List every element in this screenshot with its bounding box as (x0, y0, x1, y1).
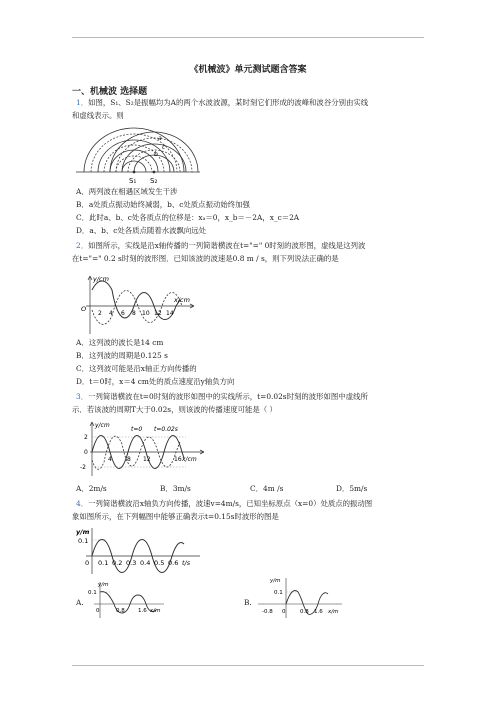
q2-stem-line2: 在t="=" 0.2 s时刻的波形图．已知该波的波速是0.8 m / s，则下列说法正确的是 (72, 254, 339, 263)
q2-figure (76, 270, 206, 338)
q1-stem-text: 如图，S₁、S₂是振幅均为A的两个水波波源，某时刻它们形成的波峰和波谷分别由实线 (88, 98, 369, 107)
q4a-xtick-16: 1.6 (138, 608, 147, 614)
q4b-ytick: 0.1 (274, 590, 283, 596)
q3-option-c: C．4m /s (250, 484, 284, 493)
q4-vibration-figure (76, 526, 204, 576)
q3-y-label: y/cm (95, 422, 110, 429)
footer-rule (72, 665, 424, 666)
q2-tick-2: 2 (98, 310, 102, 317)
q2-x-label: x/cm (174, 296, 190, 304)
q4-stem-line1 (76, 498, 372, 509)
q4b-xtick-neg08: -0.8 (262, 609, 273, 615)
q3-ytick-0: 0 (84, 449, 88, 456)
q4b-xtick-16: 1.6 (314, 609, 323, 615)
q4a-y-label: y/m (98, 582, 109, 588)
q2-tick-10: 10 (142, 310, 150, 317)
q2-option-b: B．这列波的周期是0.125 s (76, 351, 168, 360)
q3-number: 3． (76, 392, 89, 401)
q1-option-b: B．a处质点振动始终减弱，b、c处质点振动始终加强 (76, 200, 250, 209)
q2-stem-text: 如图所示，实线是沿x轴传播的一列简谐横波在t="=" 0时刻的波形图，虚线是这列波 (88, 241, 366, 250)
q2-tick-6: 6 (121, 310, 125, 317)
q4-x-label: t/s (182, 559, 191, 567)
q4-stem-text: 一列简谐横波沿x轴负方向传播，波速v=4m/s，已知坐标原点（x=0）处质点的振动图 (88, 499, 373, 508)
q1-figure (76, 126, 204, 188)
q3-option-a: A．2m/s (76, 484, 107, 493)
q2-y-label: y/cm (93, 275, 109, 283)
q4a-x-label: x/m (150, 608, 161, 614)
q3-xtick-16: 16 (174, 456, 182, 463)
q3-legend-t002: t=0.02s (154, 426, 178, 433)
q3-xtick-12: 12 (143, 456, 151, 463)
q1-label-s2: S₂ (150, 177, 158, 185)
q4-xtick-04: 0.4 (140, 559, 151, 567)
q2-tick-12: 12 (154, 310, 162, 317)
q2-tick-4: 4 (109, 310, 113, 317)
q4b-xtick-0: 0 (282, 609, 286, 615)
q4a-xtick-0: 0 (96, 608, 100, 614)
q2-tick-14: 14 (166, 310, 174, 317)
q3-stem-text: 一列简谐横波在t=0时刻的波形如图中的实线所示，t=0.02s时刻的波形如图中虚线所 (88, 392, 368, 401)
q2-option-a: A．这列波的波长是14 cm (76, 338, 164, 347)
q4-xtick-05: 0.5 (154, 559, 165, 567)
q3-ytick-2: 2 (84, 434, 88, 441)
q3-legend-t0: t=0 (131, 426, 143, 433)
q1-label-a: a (158, 135, 162, 142)
q4-xtick-02: 0.2 (112, 559, 123, 567)
q4-option-a-label: A. (76, 598, 84, 607)
q2-option-d: D．t＝0时，x＝4 cm处的质点速度沿y轴负方向 (76, 377, 235, 386)
q3-ytick-neg2: -2 (80, 464, 86, 471)
q4-number: 4． (76, 499, 89, 508)
q2-origin: O (81, 305, 87, 313)
q1-option-c: C．此时a、b、c处各质点的位移是：xₐ＝0，x_b＝－2A，x_c＝2A (76, 213, 300, 222)
q4b-y-label: y/m (270, 578, 281, 584)
q1-stem-line2: 和虚线表示。则 (72, 111, 124, 120)
q1-label-b: b (154, 151, 158, 158)
q4b-x-label: x/m (328, 609, 339, 615)
q4-stem-line2: 象如图所示，在下列幅图中能够正确表示t=0.15s时波形的图是 (72, 512, 279, 521)
q1-option-d: D．a、b、c处各质点随着水波飘向远处 (76, 226, 207, 235)
q4-ytick-0: 0 (85, 559, 90, 567)
q4a-ytick: 0.1 (88, 590, 97, 596)
header-rule (72, 37, 424, 38)
q3-stem-line2: 示．若该波的周期T大于0.02s，则该波的传播速度可能是（ ） (72, 405, 277, 414)
page-title: 《机械波》单元测试题含答案 (189, 65, 307, 75)
q4-xtick-06: 0.6 (168, 559, 179, 567)
q1-stem-line1 (76, 97, 368, 108)
q3-stem-line1 (76, 391, 368, 402)
q4b-xtick-08: 0.8 (300, 609, 309, 615)
q2-option-c: C．这列波可能是沿x轴正方向传播的 (76, 364, 197, 373)
q1-number: 1． (76, 98, 89, 107)
q2-tick-8: 8 (132, 310, 136, 317)
q2-stem-line1 (76, 240, 365, 251)
section-heading: 一、机械波 选择题 (72, 87, 148, 97)
q3-option-d: D．5m/s (336, 484, 368, 493)
q1-label-c: c (162, 144, 166, 151)
q3-xtick-8: 8 (127, 456, 131, 463)
q3-x-label: x/cm (182, 456, 197, 463)
q3-option-b: B．3m/s (160, 484, 191, 493)
q4-ytick-01: 0.1 (78, 537, 89, 545)
q4a-xtick-08: 0.8 (116, 608, 125, 614)
q1-label-s1: S₁ (129, 177, 137, 185)
q4-option-b-label: B. (244, 598, 252, 607)
q2-number: 2． (76, 241, 89, 250)
q3-figure (76, 420, 212, 478)
q4-xtick-01: 0.1 (98, 559, 109, 567)
q4-option-b-figure (256, 576, 346, 620)
q3-xtick-4: 4 (108, 456, 112, 463)
q4-y-label: y/m (76, 528, 90, 536)
q4-xtick-03: 0.3 (126, 559, 137, 567)
q1-option-a: A．两列波在相遇区域发生干涉 (76, 187, 178, 196)
q4-option-a-figure (88, 580, 168, 620)
